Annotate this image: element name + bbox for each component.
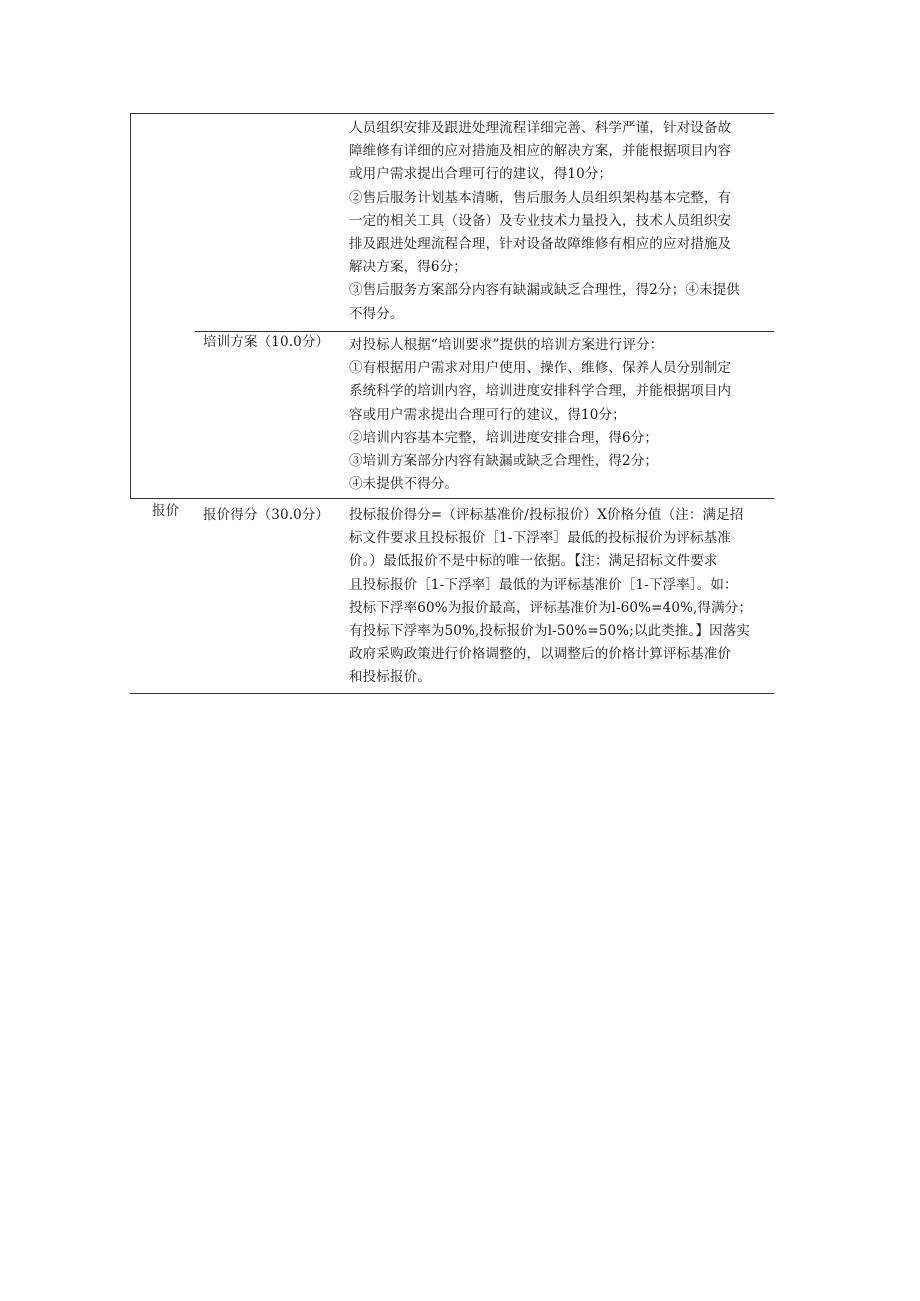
criteria-line: 解决方案，得6分； — [349, 259, 467, 276]
criteria-line: 投标下浮率60%为报价最高，评标基准价为l-60%=40%,得满分； — [349, 599, 753, 616]
criteria-line: 人员组织安排及跟进处理流程详细完善、科学严谨，针对设备故 — [349, 120, 732, 136]
price-item-label: 报价得分（30.0分） — [203, 507, 330, 523]
table-bottom-border — [130, 693, 774, 694]
criteria-line: 一定的相关工具（设备）及专业技术力量投入，技术人员组织安 — [349, 212, 732, 229]
criteria-line: 对投标人根据“培训要求”提供的培训方案进行评分： — [349, 337, 664, 353]
criteria-line: 障维修有详细的应对措施及相应的解决方案，并能根据项目内容 — [349, 143, 732, 160]
criteria-line: 不得分。 — [349, 305, 404, 322]
criteria-line: ③培训方案部分内容有缺漏或缺乏合理性，得2分； — [349, 452, 659, 469]
criteria-line: 和投标报价。 — [349, 669, 431, 686]
criteria-line: 政府采购政策进行价格调整的，以调整后的价格计算评标基准价 — [349, 646, 732, 663]
row-divider-price — [130, 498, 774, 499]
price-criteria — [349, 504, 752, 690]
criteria-line: 容或用户需求提出合理可行的建议，得10分； — [349, 406, 626, 423]
criteria-line: ③售后服务方案部分内容有缺漏或缺乏合理性，得2分；④未提供 — [349, 282, 740, 299]
criteria-line: ①有根据用户需求对用户使用、操作、维修、保养人员分别制定 — [349, 360, 732, 377]
criteria-line: 投标报价得分=（评标基准价/投标报价）X价格分值（注：满足招 — [349, 507, 744, 523]
criteria-line: 价。）最低报价不是中标的唯一依据。【注：满足招标文件要求 — [349, 553, 718, 570]
price-category-label: 报价 — [152, 503, 180, 519]
criteria-line: ②售后服务计划基本清晰，售后服务人员组织架构基本完整，有 — [349, 189, 732, 206]
criteria-line: 且投标报价［1-下浮率］最低的为评标基准价［1-下浮率］。如： — [349, 576, 738, 593]
training-criteria — [349, 334, 731, 496]
criteria-line: 系统科学的培训内容，培训进度安排科学合理，并能根据项目内 — [349, 383, 732, 400]
criteria-line: ②培训内容基本完整，培训进度安排合理，得6分； — [349, 429, 659, 446]
scoring-table — [130, 113, 774, 694]
criteria-line: 排及跟进处理流程合理，针对设备故障维修有相应的应对措施及 — [349, 235, 732, 252]
left-border — [130, 113, 131, 499]
criteria-line: 标文件要求且投标报价［1-下浮率］最低的投标报价为评标基准 — [349, 530, 731, 547]
training-item-label: 培训方案（10.0分） — [203, 334, 330, 350]
table-top-border — [130, 113, 774, 114]
criteria-line: ④未提供不得分。 — [349, 476, 459, 493]
criteria-line: 或用户需求提出合理可行的建议，得10分； — [349, 166, 613, 183]
after-sales-criteria — [349, 117, 740, 326]
criteria-line: 有投标下浮率为50%,投标报价为l-50%=50%;以此类推。】因落实 — [349, 622, 751, 639]
